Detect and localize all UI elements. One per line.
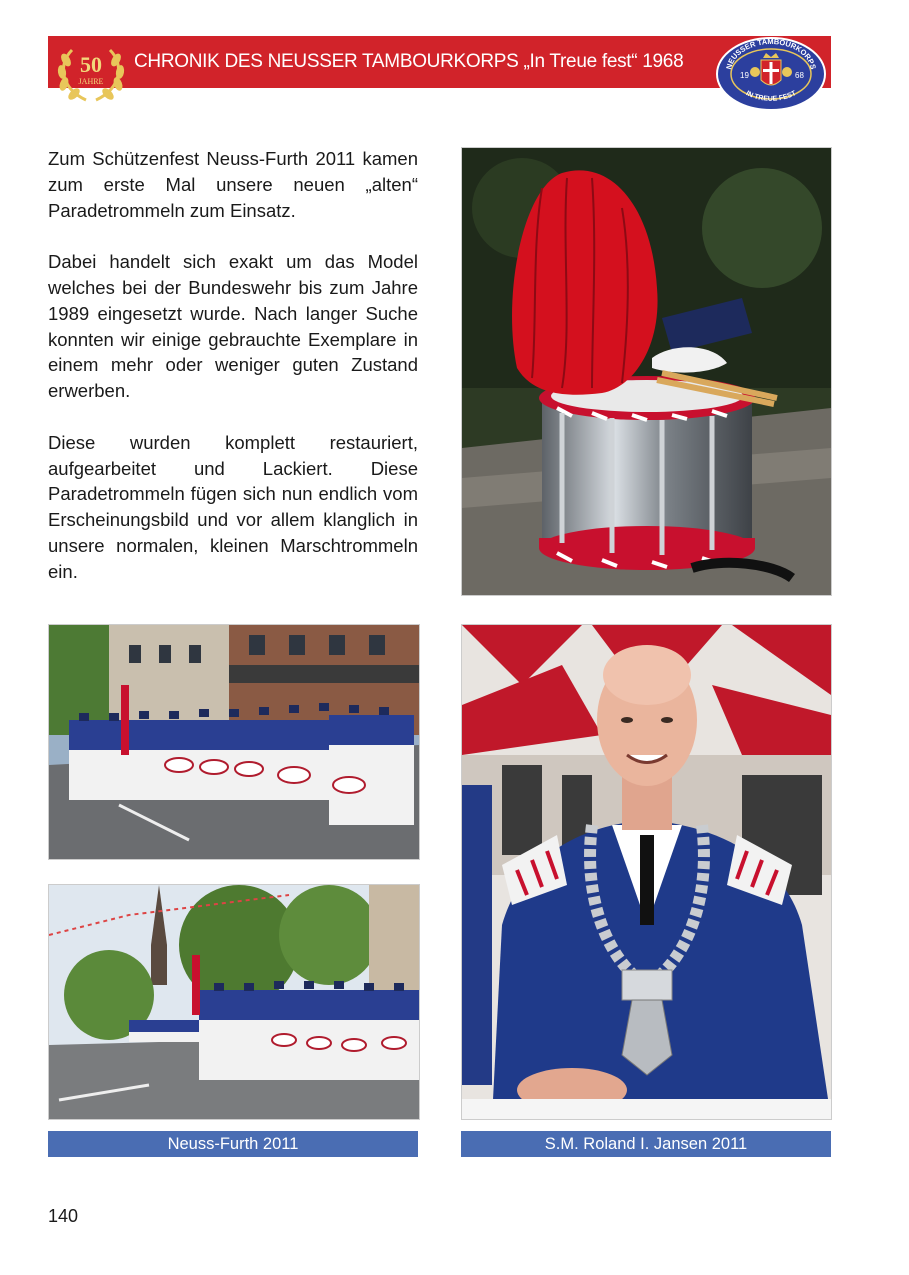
photo-caption-right: S.M. Roland I. Jansen 2011 [461, 1131, 831, 1157]
parade-drum-photo [461, 147, 832, 596]
coat-of-arms-icon [715, 36, 827, 112]
paragraph-2: Dabei handelt sich exakt um das Model welches bei der Bundeswehr bis zum Jahre 1989 eingesetzt wurde. Nach langer Suche konnten wir einige gebrauchte Exemplare in einem mehr oder weniger guten Zustand erwerben. [48, 251, 418, 402]
schuetzenkoenig-portrait-photo [461, 624, 832, 1120]
svg-text:50: 50 [80, 52, 102, 77]
svg-text:NEUSSER TAMBOURKORPS: NEUSSER TAMBOURKORPS [724, 36, 818, 71]
svg-text:JAHRE: JAHRE [78, 77, 104, 86]
article-text [48, 146, 418, 610]
anniversary-logo [52, 38, 130, 106]
page-number: 140 [48, 1206, 79, 1226]
svg-text:68: 68 [795, 71, 804, 80]
svg-text:19: 19 [740, 71, 749, 80]
photo-caption-left: Neuss-Furth 2011 [48, 1131, 418, 1157]
paragraph-1: Zum Schützenfest Neuss-Furth 2011 kamen zum erste Mal unsere neuen „alten“ Paradetrommeln zum Einsatz. [48, 148, 418, 221]
page-header-title: CHRONIK DES NEUSSER TAMBOURKORPS „In Treue fest“ 1968 [134, 51, 684, 72]
svg-text:IN TREUE FEST: IN TREUE FEST [744, 90, 798, 103]
parade-street-photo-1 [48, 624, 420, 860]
laurel-wreath-icon [52, 38, 130, 106]
paragraph-3: Diese wurden komplett restauriert, aufgearbeitet und Lackiert. Diese Paradetrommeln fügen sich nun endlich vom Erscheinungsbild und vor allem klanglich in unsere normalen, kleinen Marschtrommeln ein. [48, 431, 418, 582]
parade-street-photo-2 [48, 884, 420, 1120]
club-emblem [715, 36, 827, 112]
